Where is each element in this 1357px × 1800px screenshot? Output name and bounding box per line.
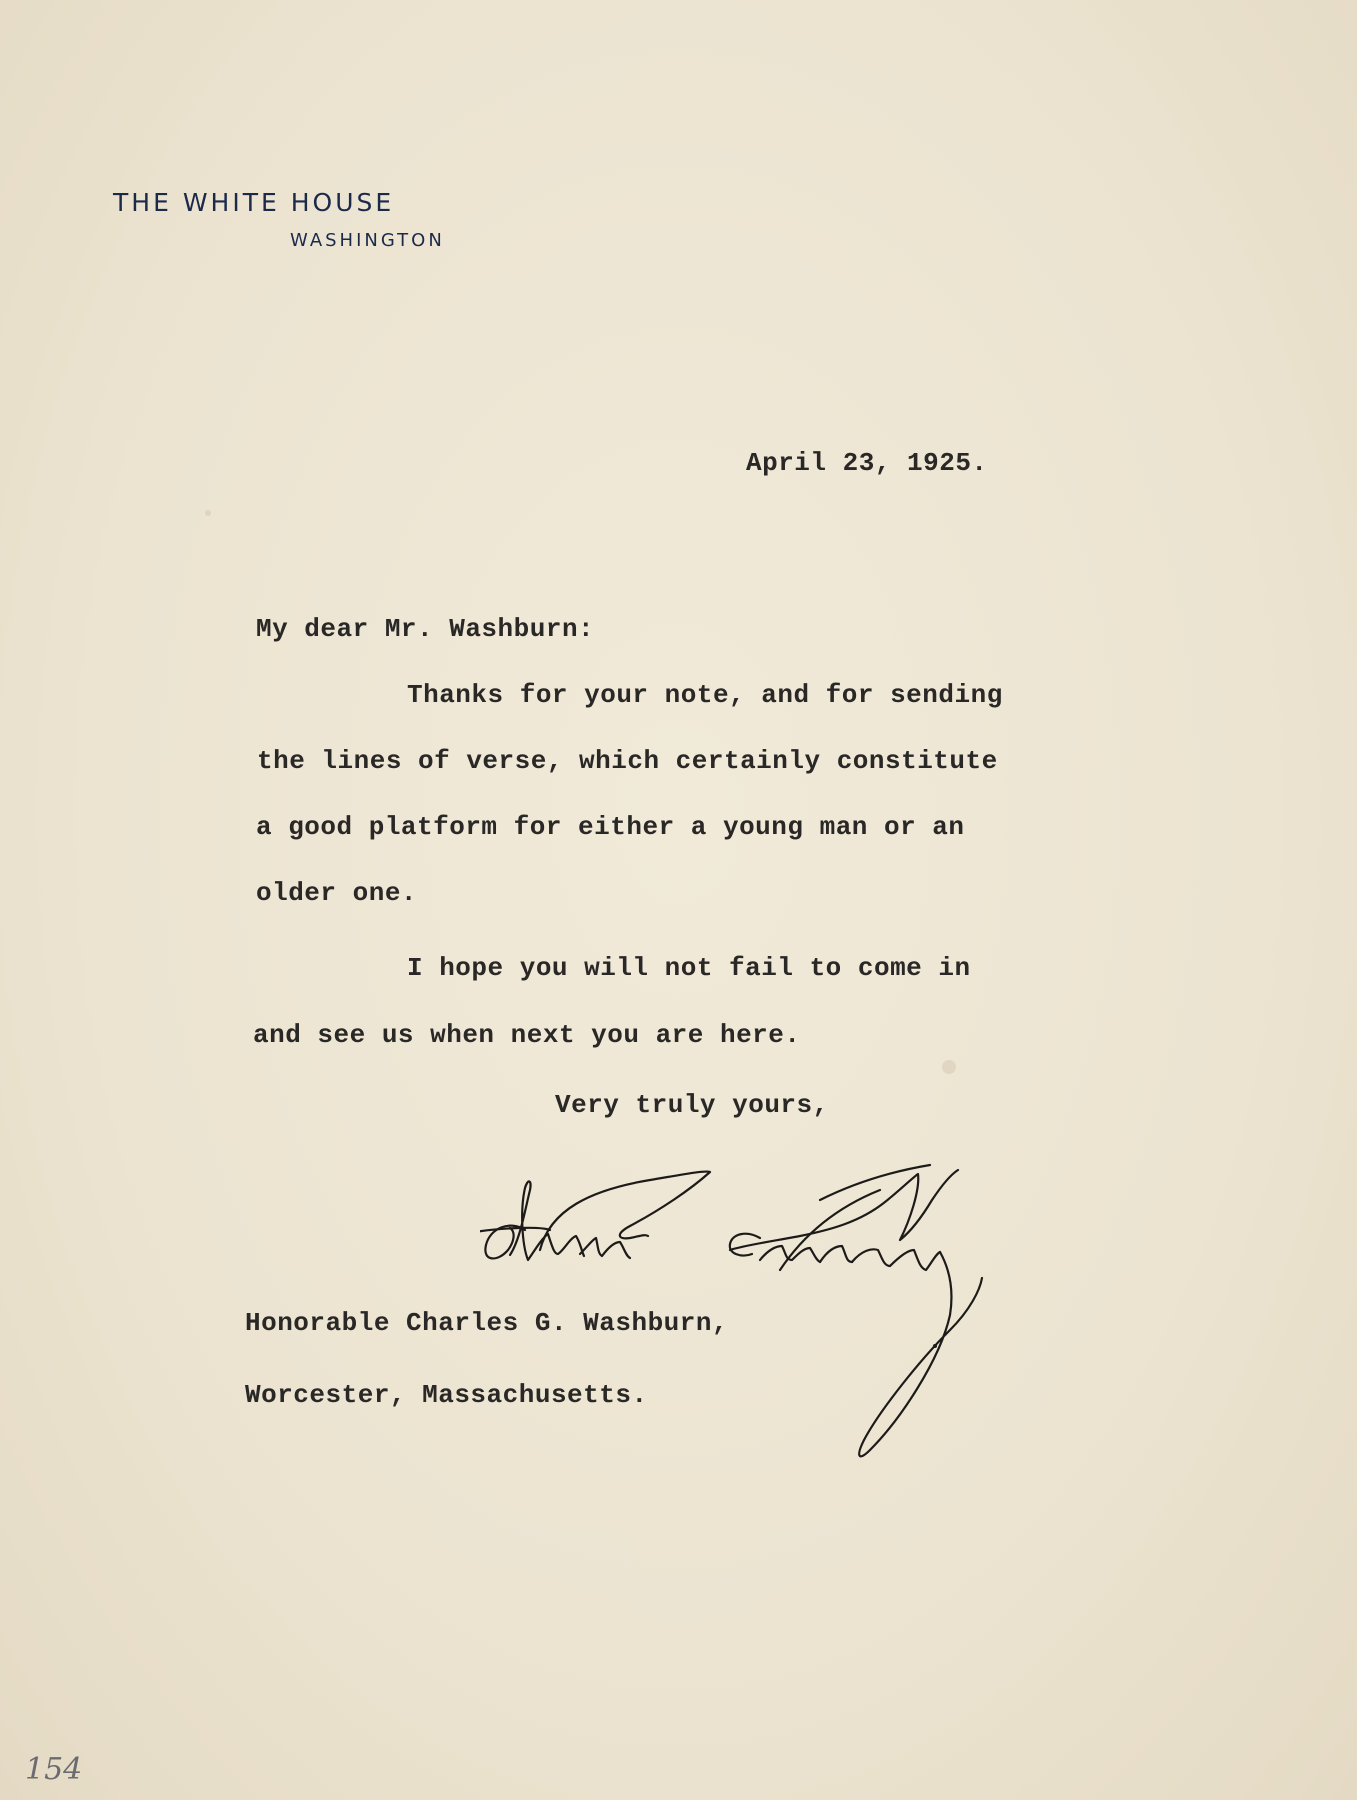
handwritten-signature: [480, 1150, 1140, 1530]
letterhead-subtitle: WASHINGTON: [290, 230, 445, 251]
body-line: older one.: [256, 878, 418, 908]
pencil-annotation: 154: [25, 1752, 83, 1787]
body-line: Thanks for your note, and for sending: [407, 680, 1003, 710]
recipient-name: Honorable Charles G. Washburn,: [245, 1308, 729, 1338]
letter-closing: Very truly yours,: [555, 1090, 829, 1120]
letter-salutation: My dear Mr. Washburn:: [256, 614, 595, 644]
body-line: a good platform for either a young man or an: [256, 812, 965, 842]
body-line: the lines of verse, which certainly constitute: [257, 746, 998, 776]
recipient-location: Worcester, Massachusetts.: [245, 1380, 648, 1410]
body-line: and see us when next you are here.: [253, 1020, 801, 1050]
letterhead-title: THE WHITE HOUSE: [113, 188, 395, 217]
paper-stain: [942, 1060, 956, 1074]
letter-date: April 23, 1925.: [746, 448, 988, 478]
body-line: I hope you will not fail to come in: [407, 953, 971, 983]
paper-speck: [205, 510, 211, 516]
